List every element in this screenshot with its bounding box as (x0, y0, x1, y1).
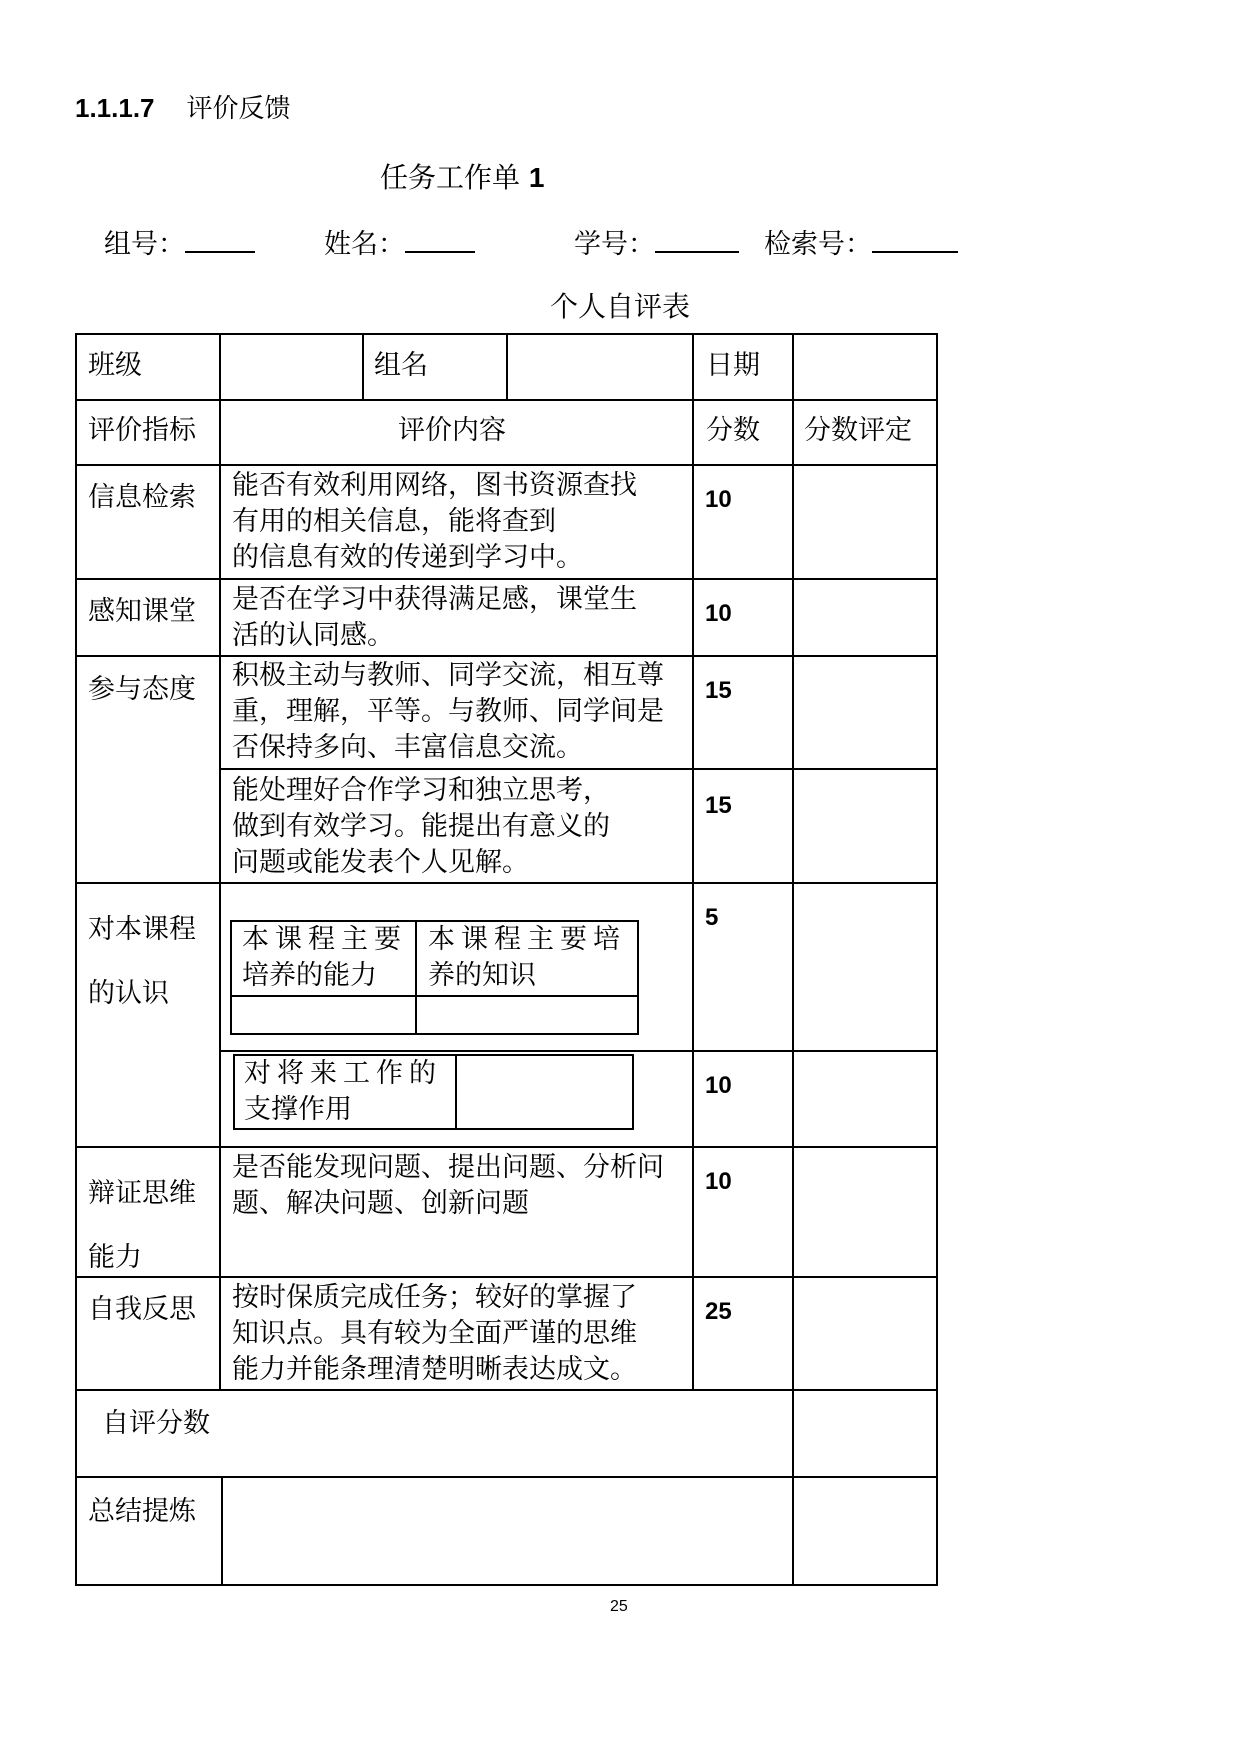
inner-line: 对将来工作的 (244, 1058, 442, 1089)
inner-vline (455, 1054, 457, 1130)
section-title: 评价反馈 (186, 94, 291, 124)
content-line: 重，理解，平等。与教师、同学间是 (232, 696, 664, 727)
search-no-label: 检索号： (764, 229, 872, 260)
row-score: 15 (705, 677, 732, 704)
hline (75, 1389, 937, 1391)
inner-cell-ability-value[interactable] (232, 998, 412, 1032)
date-label: 日期 (706, 350, 760, 381)
vline (362, 333, 364, 399)
hline (75, 578, 937, 580)
content-line: 能否有效利用网络，图书资源查找 (232, 470, 637, 501)
row-indicator: 自我反思 (88, 1294, 196, 1325)
vline (75, 333, 77, 1586)
indicator-line: 能力 (88, 1242, 142, 1273)
row-content (232, 1280, 637, 1388)
search-no-field (764, 222, 958, 261)
row-indicator: 感知课堂 (88, 596, 196, 627)
inner-vline (637, 920, 639, 1035)
inner-cell-knowledge (428, 922, 626, 994)
section-number: 1.1.1.7 (75, 93, 155, 123)
row-content (232, 582, 637, 654)
inner-line: 本课程主要 (242, 924, 407, 955)
hline (75, 399, 937, 401)
content-line: 按时保质完成任务；较好的掌握了 (232, 1282, 637, 1313)
content-line: 是否能发现问题、提出问题、分析问 (232, 1152, 664, 1183)
inner-line: 养的知识 (428, 960, 536, 991)
row-content (232, 658, 664, 766)
vline (506, 333, 508, 399)
inner-cell-knowledge-value[interactable] (418, 998, 634, 1032)
inner-vline (632, 1054, 634, 1130)
hline (75, 1276, 937, 1278)
row-score: 15 (705, 792, 732, 819)
row-indicator (88, 1162, 196, 1290)
hline (75, 882, 937, 884)
page-number: 25 (610, 1598, 628, 1615)
content-line: 题、解决问题、创新问题 (232, 1188, 529, 1219)
row-indicator: 参与态度 (88, 674, 196, 705)
group-no-label: 组号： (104, 229, 185, 260)
inner-cell-support-value[interactable] (458, 1057, 628, 1127)
inner-line: 培养的能力 (242, 960, 377, 991)
summary-value[interactable] (232, 1482, 787, 1580)
worksheet-number: 1 (528, 162, 545, 193)
worksheet-title-text: 任务工作单 (380, 161, 521, 194)
date-value[interactable] (802, 344, 932, 396)
hline (75, 1584, 937, 1586)
student-no-label: 学号： (574, 229, 655, 260)
inner-hline (230, 1033, 638, 1035)
row-content (232, 773, 610, 881)
group-name-value[interactable] (518, 344, 688, 396)
content-line: 做到有效学习。能提出有意义的 (232, 811, 610, 842)
content-line: 的信息有效的传递到学习中。 (232, 542, 583, 573)
name-blank[interactable] (405, 225, 475, 253)
table-title: 个人自评表 (550, 290, 691, 323)
student-no-field (574, 222, 739, 261)
indicator-line: 对本课程 (88, 914, 196, 945)
col-content: 评价内容 (398, 415, 506, 446)
vline (221, 1476, 223, 1586)
indicator-line: 的认识 (88, 978, 169, 1009)
search-no-blank[interactable] (872, 225, 958, 253)
content-line: 是否在学习中获得满足感，课堂生 (232, 584, 637, 615)
student-no-blank[interactable] (655, 225, 739, 253)
row-score: 10 (705, 1072, 732, 1099)
hline (75, 655, 937, 657)
summary-rating-value[interactable] (802, 1482, 932, 1580)
self-score-label: 自评分数 (102, 1408, 210, 1439)
col-score: 分数 (706, 415, 760, 446)
row-indicator: 信息检索 (88, 482, 196, 513)
class-value[interactable] (232, 344, 358, 396)
hline (75, 464, 937, 466)
inner-hline (233, 1128, 633, 1130)
name-field (324, 222, 475, 261)
summary-label: 总结提炼 (88, 1496, 196, 1527)
content-line: 有用的相关信息，能将查到 (232, 506, 556, 537)
inner-hline (230, 995, 638, 997)
inner-vline (233, 1054, 235, 1130)
hline (220, 768, 937, 770)
hline (75, 1146, 937, 1148)
content-line: 活的认同感。 (232, 620, 394, 651)
indicator-line: 辩证思维 (88, 1178, 196, 1209)
hline (220, 1050, 937, 1052)
row-score: 10 (705, 1168, 732, 1195)
content-line: 否保持多向、丰富信息交流。 (232, 732, 583, 763)
vline (936, 333, 938, 1586)
class-label: 班级 (88, 350, 142, 381)
inner-cell-support (244, 1056, 442, 1128)
row-score: 10 (705, 486, 732, 513)
group-no-field (104, 222, 255, 261)
vline (792, 333, 794, 1586)
self-score-value[interactable] (802, 1395, 932, 1471)
row-score: 10 (705, 600, 732, 627)
name-label: 姓名： (324, 229, 405, 260)
section-heading (75, 88, 291, 125)
inner-cell-ability (242, 922, 407, 994)
row-score: 5 (705, 904, 719, 931)
vline (219, 333, 221, 1389)
content-line: 知识点。具有较为全面严谨的思维 (232, 1318, 637, 1349)
inner-vline (415, 920, 417, 1035)
col-indicator: 评价指标 (88, 415, 196, 446)
vline (692, 333, 694, 1389)
row-score: 25 (705, 1298, 732, 1325)
content-line: 能力并能条理清楚明晰表达成文。 (232, 1354, 637, 1385)
col-rating: 分数评定 (804, 415, 912, 446)
group-name-label: 组名 (374, 350, 428, 381)
group-no-blank[interactable] (185, 225, 255, 253)
inner-line: 本课程主要培 (428, 924, 626, 955)
row-content (232, 1150, 664, 1222)
row-indicator (88, 898, 196, 1026)
worksheet-title (380, 156, 545, 196)
hline (75, 1476, 937, 1478)
content-line: 积极主动与教师、同学交流，相互尊 (232, 660, 664, 691)
inner-line: 支撑作用 (244, 1094, 352, 1125)
content-line: 能处理好合作学习和独立思考， (232, 775, 610, 806)
row-content (232, 468, 637, 576)
content-line: 问题或能发表个人见解。 (232, 847, 529, 878)
